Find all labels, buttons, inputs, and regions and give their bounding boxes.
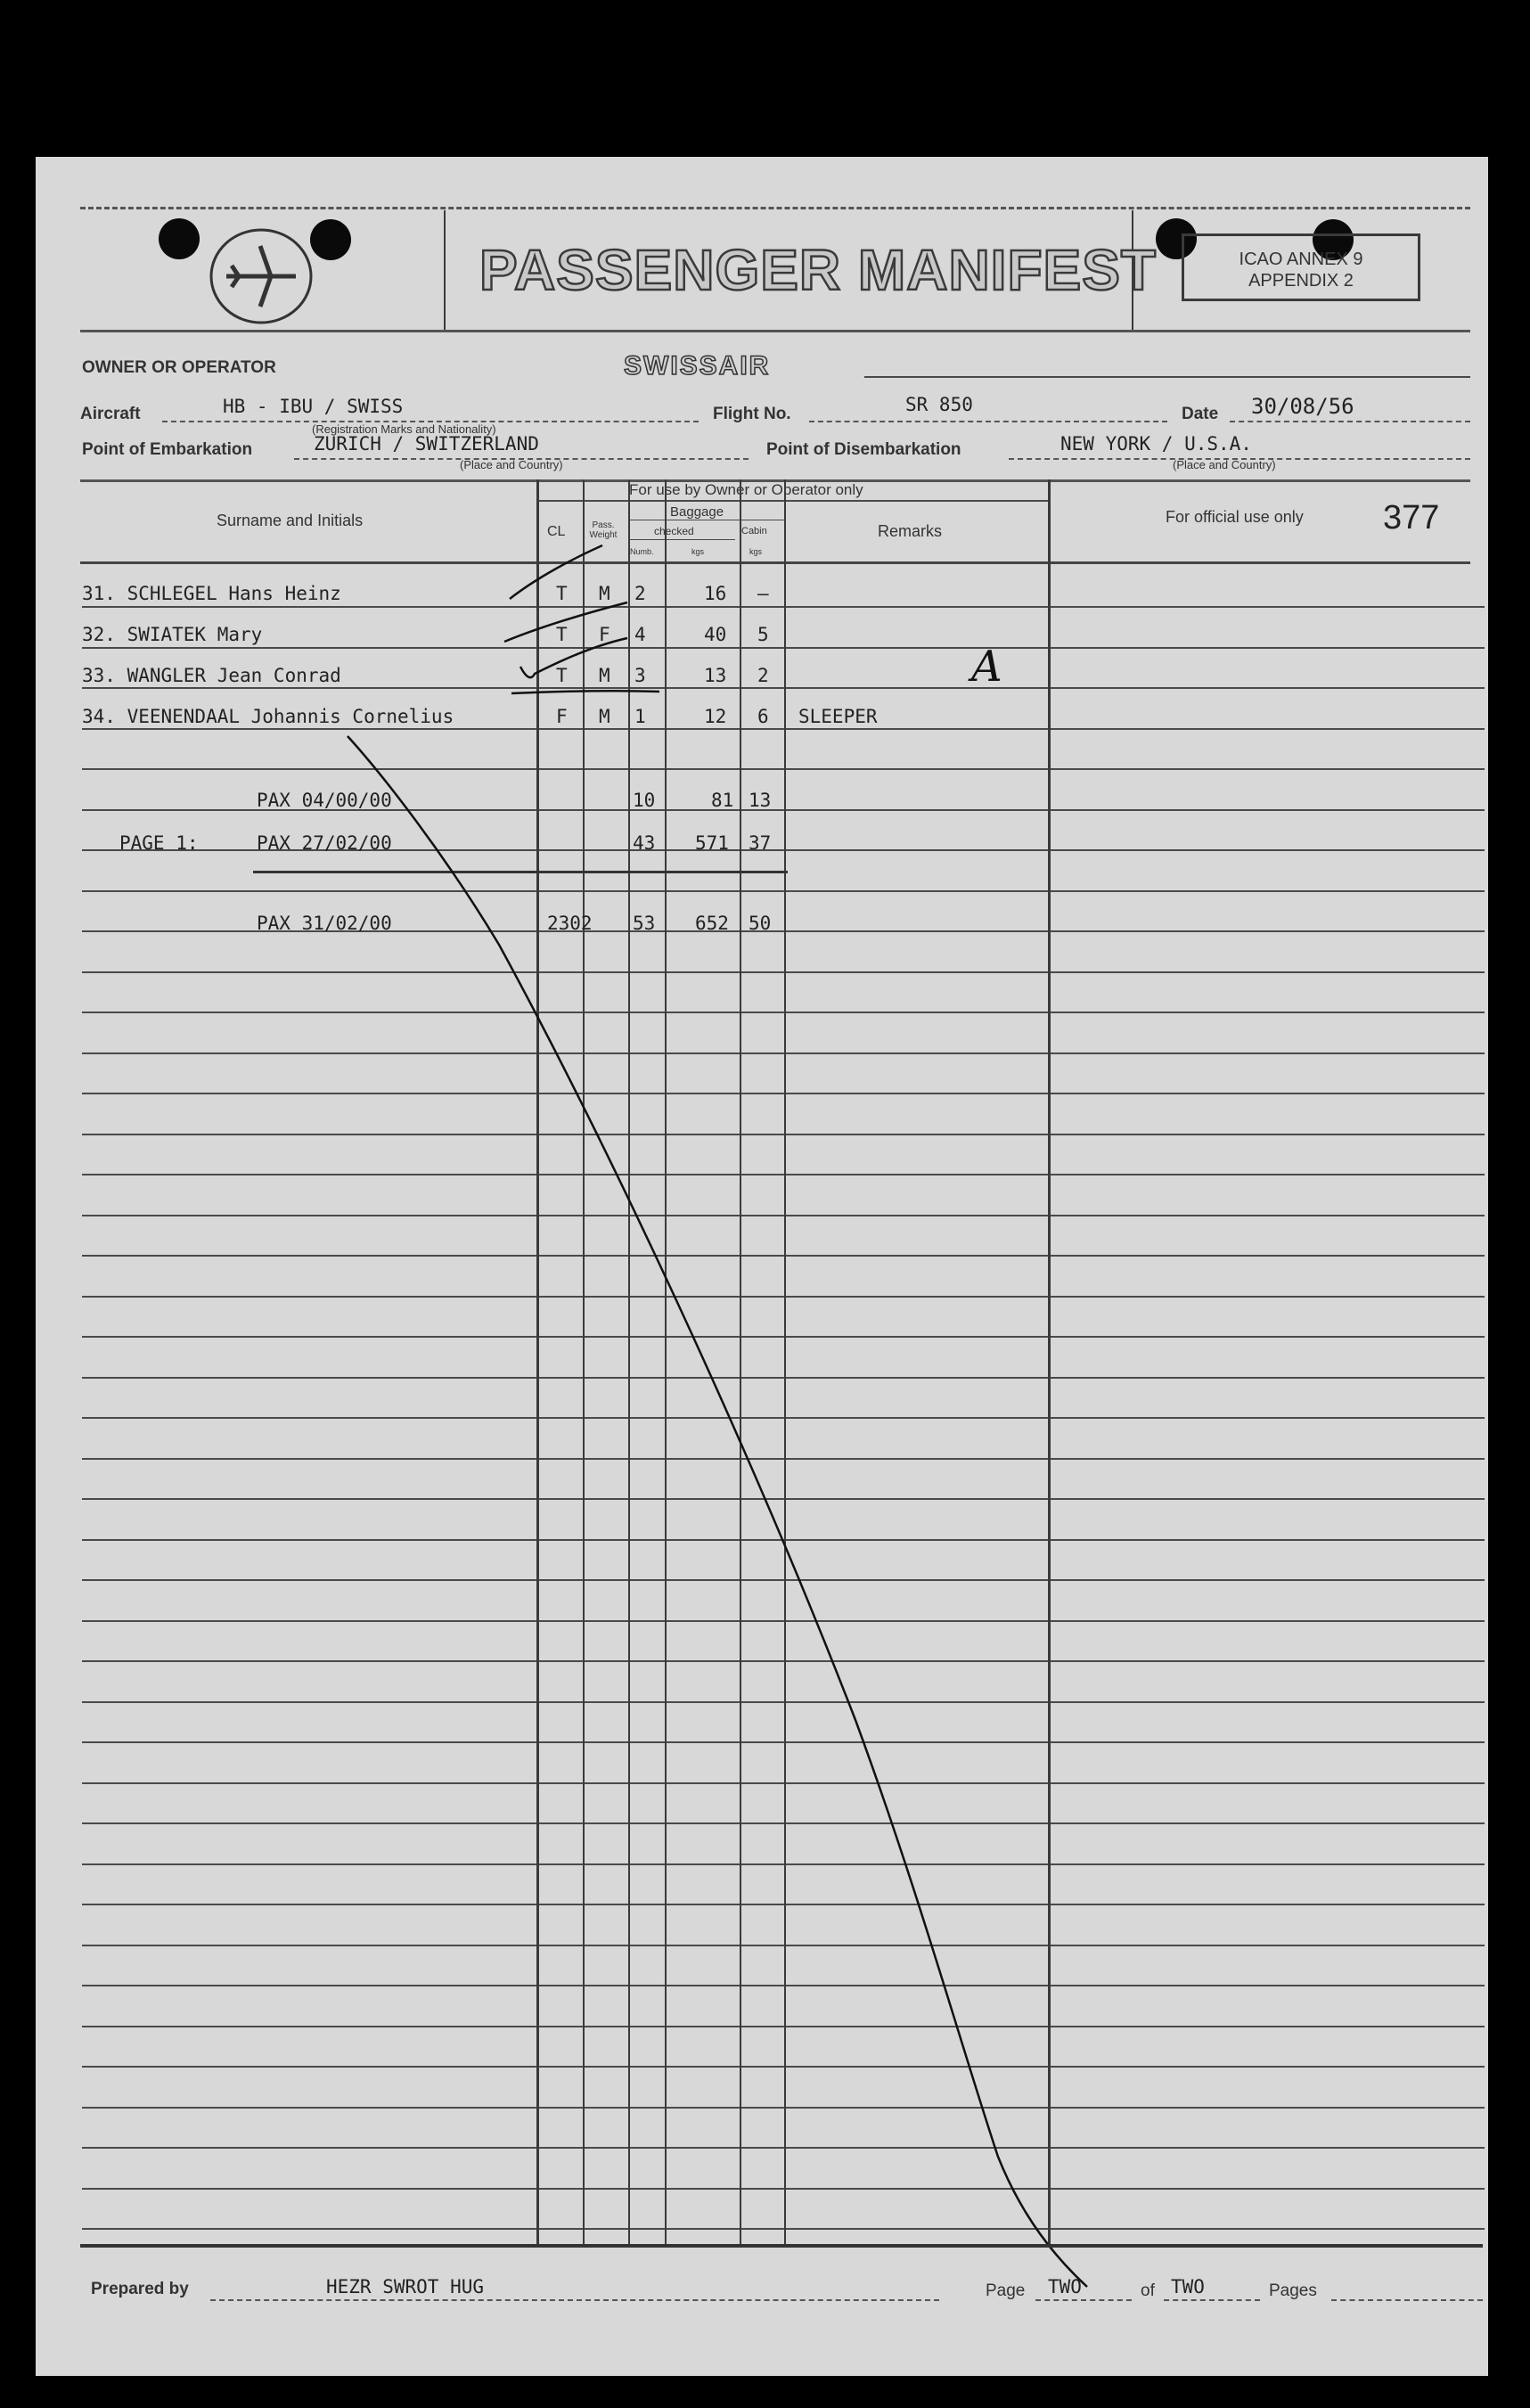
- totals-bag-count: 43: [633, 832, 656, 854]
- passenger-bag-count: 4: [634, 624, 646, 645]
- embarkation-value: ZURICH / SWITZERLAND: [314, 433, 539, 455]
- aircraft-label: Aircraft: [80, 405, 141, 423]
- check-mark: [511, 691, 659, 693]
- footer-rule: [80, 2244, 1483, 2248]
- passenger-cabin-kgs: 5: [757, 624, 769, 645]
- date-value: 30/08/56: [1251, 394, 1354, 419]
- passenger-bag-count: 2: [634, 583, 646, 604]
- of-label: of: [1141, 2281, 1155, 2300]
- page-rule: [1035, 2299, 1132, 2301]
- passenger-bag-kgs: 12: [704, 706, 727, 727]
- passenger-class: T: [556, 624, 568, 645]
- passenger-class: T: [556, 665, 568, 686]
- col-remarks-header: Remarks: [878, 522, 943, 540]
- totals-bag-count: 53: [633, 913, 656, 934]
- totals-label: PAX 31/02/00: [257, 913, 392, 934]
- aircraft-value: HB - IBU / SWISS: [223, 396, 404, 417]
- passenger-bag-kgs: 40: [704, 624, 727, 645]
- official-number: 377: [1383, 499, 1440, 536]
- passenger-name: 32. SWIATEK Mary: [82, 624, 263, 645]
- col-kgs-header: kgs: [691, 547, 705, 556]
- prepared-value: HEZR SWROT HUG: [326, 2276, 485, 2297]
- passenger-name: 33. WANGLER Jean Conrad: [82, 665, 341, 686]
- of-rule: [1164, 2299, 1260, 2301]
- totals-cabin: 37: [749, 832, 772, 854]
- totals-bag-kgs: 81: [711, 790, 734, 811]
- totals-cabin: 50: [749, 913, 772, 934]
- disembarkation-caption: (Place and Country): [1173, 458, 1276, 471]
- flight-label: Flight No.: [713, 405, 791, 423]
- pages-label: Pages: [1269, 2281, 1317, 2300]
- passenger-remarks: SLEEPER: [798, 706, 878, 727]
- passenger-cabin-kgs: 2: [757, 665, 769, 686]
- disembarkation-value: NEW YORK / U.S.A.: [1060, 433, 1252, 455]
- passenger-bag-kgs: 16: [704, 583, 727, 604]
- check-mark: [504, 602, 627, 642]
- passenger-cabin-kgs: 6: [757, 706, 769, 727]
- operator-label: OWNER OR OPERATOR: [82, 358, 276, 377]
- check-mark: [520, 638, 627, 677]
- totals-bag-kgs: 571: [695, 832, 729, 854]
- handwritten-mark: A: [971, 642, 1002, 692]
- pages-rule: [1331, 2299, 1483, 2301]
- passenger-bag-count: 1: [634, 706, 646, 727]
- flight-value: SR 850: [905, 394, 973, 415]
- passenger-name: 34. VEENENDAAL Johannis Cornelius: [82, 706, 454, 727]
- passenger-weight: M: [599, 706, 610, 727]
- totals-label: PAX 27/02/00: [257, 832, 392, 854]
- void-line: [348, 736, 1087, 2287]
- check-mark: [510, 545, 602, 599]
- passenger-weight: F: [599, 624, 610, 645]
- passenger-class: F: [556, 706, 568, 727]
- icao-line1: ICAO ANNEX 9: [1239, 250, 1363, 269]
- col-cabin-kgs-header: kgs: [749, 547, 763, 556]
- passenger-cabin-kgs: –: [757, 583, 769, 604]
- totals-prefix: PAGE 1:: [119, 832, 199, 854]
- prepared-rule: [210, 2299, 939, 2301]
- date-label: Date: [1182, 405, 1219, 423]
- col-weight-header: Pass. Weight: [589, 520, 618, 540]
- passenger-class: T: [556, 583, 568, 604]
- col-checked-header: checked: [654, 525, 694, 537]
- page-label: Page: [986, 2281, 1026, 2300]
- totals-bag-count: 10: [633, 790, 656, 811]
- col-official-header: For official use only: [1166, 508, 1304, 526]
- col-cabin-header: Cabin: [741, 526, 767, 536]
- passenger-name: 31. SCHLEGEL Hans Heinz: [82, 583, 341, 604]
- disembarkation-label: Point of Disembarkation: [766, 440, 961, 459]
- check-marks: [504, 545, 659, 693]
- embarkation-label: Point of Embarkation: [82, 440, 253, 459]
- totals-bag-kgs: 652: [695, 913, 729, 934]
- col-owner-header: For use by Owner or Operator only: [629, 481, 863, 498]
- embarkation-caption: (Place and Country): [460, 458, 563, 471]
- col-baggage-header: Baggage: [670, 504, 724, 520]
- col-cl-header: CL: [547, 524, 566, 539]
- totals-class: 2302: [547, 913, 593, 934]
- passenger-bag-kgs: 13: [704, 665, 727, 686]
- passenger-bag-count: 3: [634, 665, 646, 686]
- col-number-header: Numb.: [630, 547, 654, 556]
- totals-cabin: 13: [749, 790, 772, 811]
- icao-line2: APPENDIX 2: [1248, 271, 1354, 291]
- page-title: PASSENGER MANIFEST: [479, 238, 1157, 302]
- operator-name: SWISSAIR: [624, 351, 771, 381]
- of-value: TWO: [1171, 2276, 1205, 2297]
- totals-label: PAX 04/00/00: [257, 790, 392, 811]
- passenger-weight: M: [599, 665, 610, 686]
- prepared-label: Prepared by: [91, 2280, 189, 2298]
- passenger-weight: M: [599, 583, 610, 604]
- col-name-header: Surname and Initials: [217, 512, 364, 529]
- aircraft-caption: (Registration Marks and Nationality): [312, 422, 496, 436]
- page-value: TWO: [1048, 2276, 1082, 2297]
